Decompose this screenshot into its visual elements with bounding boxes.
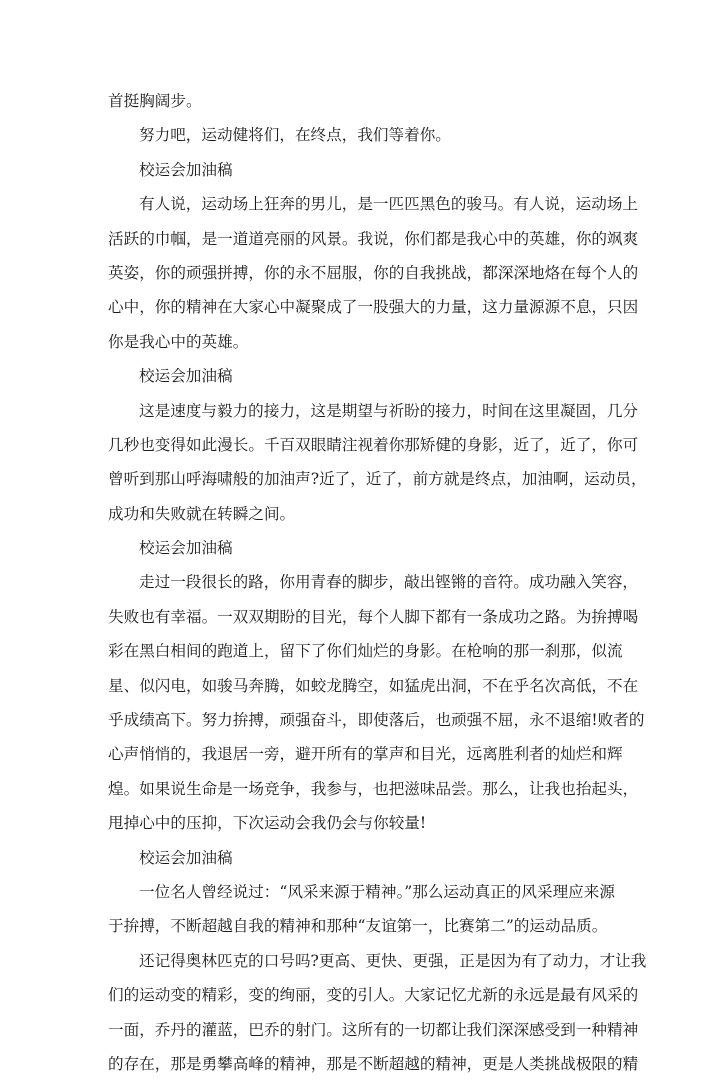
text-line: 失败也有幸福。一双双期盼的目光，每个人脚下都有一条成功之路。为拚搏喝 — [108, 607, 639, 626]
text-line: 英姿，你的顽强拼搏，你的永不屈服，你的自我挑战，都深深地烙在每个人的 — [108, 263, 639, 282]
text-line: 心中，你的精神在大家心中凝聚成了一股强大的力量，这力量源源不息，只因 — [108, 298, 639, 317]
text-line: 成功和失败就在转瞬之间。 — [108, 504, 296, 523]
text-line: 一面，乔丹的灌蓝，巴乔的射门。这所有的一切都让我们深深感受到一种精神 — [108, 1020, 639, 1039]
text-line: 的存在，那是勇攀高峰的精神，那是不断超越的精神，更是人类挑战极限的精 — [108, 1054, 639, 1073]
text-line: 们的运动变的精彩，变的绚丽，变的引人。大家记忆尤新的永远是最有风采的 — [108, 986, 639, 1005]
text-line: 你是我心中的英雄。 — [108, 332, 249, 351]
document-body — [108, 84, 647, 1081]
text-line: 星、似闪电，如骏马奔腾，如蛟龙腾空，如猛虎出洞，不在乎名次高低，不在 — [108, 676, 639, 695]
text-line: 一位名人曾经说过：“风采来源于精神。”那么运动真正的风采理应来源 — [139, 882, 615, 901]
text-line: 乎成绩高下。努力拚搏，顽强奋斗，即使落后，也顽强不屈，永不退缩!败者的 — [108, 711, 645, 730]
text-line: 还记得奥林匹克的口号吗?更高、更快、更强，正是因为有了动力，才让我 — [139, 951, 647, 970]
text-line: 彩在黑白相间的跑道上，留下了你们灿烂的身影。在枪响的那一刹那，似流 — [108, 642, 623, 661]
text-line: 曾听到那山呼海啸般的加油声?近了，近了，前方就是终点，加油啊，运动员， — [108, 470, 647, 489]
text-line: 活跃的巾帼，是一道道亮丽的风景。我说，你们都是我心中的英雄，你的飒爽 — [108, 229, 639, 248]
text-line: 走过一段很长的路，你用青春的脚步，敲出铿锵的音符。成功融入笑容， — [139, 573, 639, 592]
text-line: 首挺胸阔步。 — [108, 92, 202, 110]
text-line: 这是速度与毅力的接力，这是期望与祈盼的接力，时间在这里凝固，几分 — [139, 401, 639, 420]
section-heading: 校运会加油稿 — [139, 367, 233, 386]
section-heading: 校运会加油稿 — [139, 160, 233, 179]
text-line: 心声悄悄的，我退居一旁，避开所有的掌声和目光，远离胜利者的灿烂和辉 — [108, 745, 623, 764]
text-line: 几秒也变得如此漫长。千百双眼睛注视着你那矫健的身影，近了，近了，你可 — [108, 435, 639, 454]
section-heading: 校运会加油稿 — [139, 848, 233, 867]
text-line: 有人说，运动场上狂奔的男儿，是一匹匹黑色的骏马。有人说，运动场上 — [139, 195, 639, 214]
text-line: 甩掉心中的压抑，下次运动会我仍会与你较量! — [108, 814, 427, 833]
section-heading: 校运会加油稿 — [139, 539, 233, 558]
text-line: 煌。如果说生命是一场竞争，我参与，也把滋味品尝。那么，让我也抬起头， — [108, 779, 639, 798]
text-line: 于拚搏，不断超越自我的精神和那种“友谊第一，比赛第二”的运动品质。 — [108, 917, 608, 936]
text-line: 努力吧，运动健将们，在终点，我们等着你。 — [139, 126, 451, 145]
